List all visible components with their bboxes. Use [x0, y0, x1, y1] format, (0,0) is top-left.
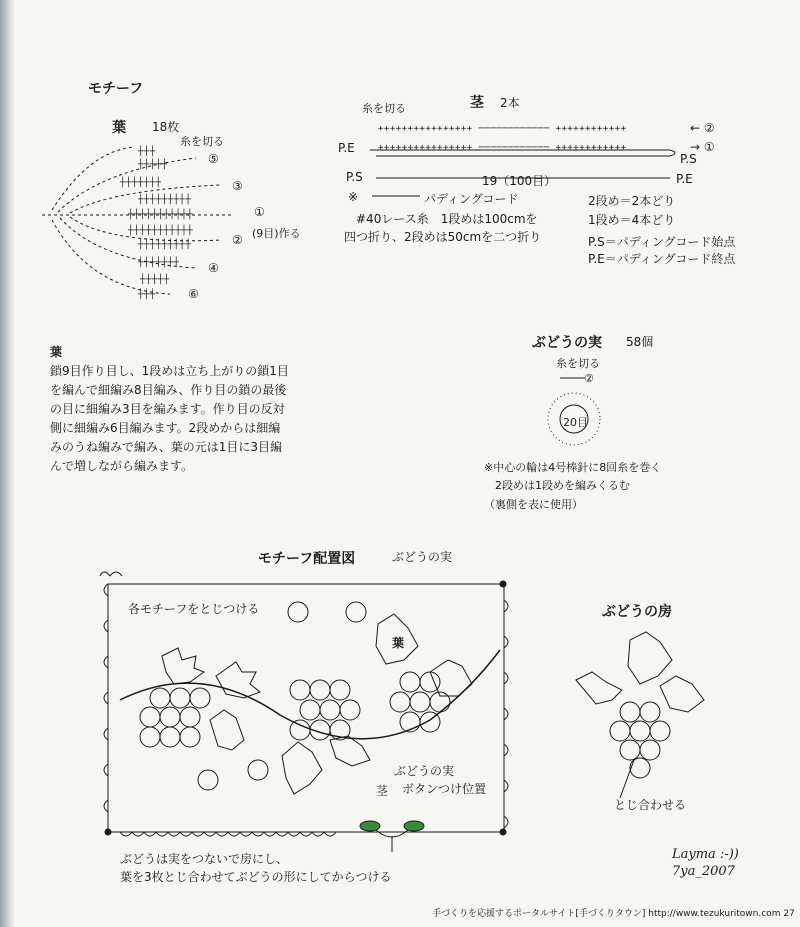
layout-frame — [100, 572, 508, 836]
leaf-row: ┼┼┼┼┼ — [138, 160, 168, 170]
stem-row-2-stitches: ++++++++++++++++ ──────────── ++++++++++++ — [378, 124, 627, 134]
layout-bottom-note: 葉を3枚とじ合わせてぶどうの形にしてからつける — [120, 870, 392, 884]
leaf-cut-yarn: 糸を切る — [180, 135, 224, 148]
row-5-marker: ⑤ — [208, 152, 219, 166]
leaf-row: ┼┼┼┼┼┼┼┼┼ — [138, 240, 192, 250]
signature-line-2: 7ya_2007 — [672, 864, 735, 879]
leaf-text-line: を編んで細編み8目編み、作り目の鎖の最後 — [50, 383, 287, 397]
leaf-count: 18枚 — [152, 120, 180, 134]
button-position-label: ボタンつけ位置 — [402, 782, 487, 796]
berry-cut-yarn: 糸を切る — [556, 357, 600, 370]
motif-title: モチーフ — [88, 81, 144, 97]
leaf-text-line: んで増しながら編みます。 — [50, 459, 194, 473]
cluster-diagram — [576, 632, 704, 798]
leaf-text-line: の目に細編み3目を編みます。作り目の反対 — [50, 402, 285, 416]
leaf-text-heading: 葉 — [50, 345, 63, 359]
row-2-marker: ② — [232, 233, 243, 247]
layout-leaf-label: 葉 — [392, 636, 405, 650]
stem-chart-lines — [370, 150, 675, 196]
leaf-row: ┼┼┼┼┼┼┼┼┼┼┼ — [128, 226, 194, 236]
berry-count: 58個 — [626, 335, 654, 349]
berry-center-label: 20目 — [563, 416, 588, 429]
leaf-row: ┼┼┼┼┼┼┼┼┼ — [138, 195, 192, 205]
stem-row-2-marker: ← ② — [690, 121, 715, 135]
berry-row-2-marker: ② — [584, 372, 594, 385]
berry-note: （裏側を表に使用） — [484, 498, 583, 511]
berry-note: ※中心の輪は4号棒針に8回糸を巻く — [484, 461, 662, 474]
vine-stem — [120, 683, 430, 739]
padding-cord-label: パディングコード — [424, 192, 519, 206]
berry-note: 2段めは1段めを編みくるむ — [495, 479, 630, 492]
layout-berry-label: ぶどうの実 — [392, 550, 453, 564]
grape-cluster-middle — [290, 680, 360, 740]
layout-bottom-note: ぶどうは実をつないで房にし、 — [120, 852, 289, 866]
leaf-label: 葉 — [112, 120, 126, 136]
berry-title: ぶどうの実 — [532, 335, 602, 351]
button-markers — [360, 821, 424, 852]
stem-note-line: 四つ折り、2段めは50cmを二つ折り — [344, 230, 542, 244]
leaf-chart-lines — [42, 147, 232, 294]
row-6-marker: ⑥ — [188, 287, 199, 301]
berry-diagram — [548, 378, 600, 445]
stem-ps-right: P.S — [680, 152, 697, 166]
stem-count: 2本 — [500, 96, 520, 110]
stem-row-1-marker: → ① — [690, 140, 715, 154]
layout-join-label: 各モチーフをとじつける — [128, 602, 260, 616]
stem-legend-item: 1段め＝4本どり — [588, 213, 676, 227]
leaf-row: ┼┼┼┼┼┼┼ — [120, 178, 162, 188]
stem-legend-item: 2段め＝2本どり — [588, 194, 676, 208]
signature-line-1: Layma :-)) — [672, 847, 739, 862]
leaf-text-line: 側に細編み6目編みます。2段めからは細編 — [50, 421, 281, 435]
stem-pe-left: P.E — [338, 141, 355, 155]
cluster-title: ぶどうの房 — [602, 604, 672, 620]
stem-pe-right: P.E — [676, 172, 693, 186]
stem-legend-item: P.E＝パディングコード終点 — [588, 252, 736, 266]
leaf-row: ┼┼┼┼┼┼┼ — [138, 258, 180, 268]
stem-length: 19（100目） — [482, 174, 557, 188]
grape-cluster-left — [140, 688, 210, 747]
row-1-marker: ① — [254, 205, 265, 219]
layout-title: モチーフ配置図 — [258, 551, 356, 567]
layout-berry-label-2: ぶどうの実 — [394, 764, 455, 778]
leaf-row: ┼┼┼ — [138, 290, 156, 300]
row-4-marker: ④ — [208, 261, 219, 275]
cluster-sew-label: とじ合わせる — [614, 798, 687, 812]
row-3-marker: ③ — [232, 179, 243, 193]
loose-berries — [198, 602, 366, 790]
leaf-row: ┼┼┼┼┼┼┼┼┼┼┼ — [128, 210, 194, 220]
stem-note-mark: ※ — [348, 190, 359, 204]
leaf-row: ┼┼┼┼┼ — [140, 275, 170, 285]
grape-cluster-right — [390, 672, 450, 732]
stem-note-line: #40レース糸 1段めは100cmを — [356, 212, 538, 226]
layout-stem-label: 茎 — [376, 784, 389, 798]
stem-legend-item: P.S＝パディングコード始点 — [588, 235, 736, 249]
stem-row-1-stitches: ++++++++++++++++ ──────────── ++++++++++++ — [378, 143, 627, 153]
stem-title: 茎 — [470, 95, 484, 111]
stem-ps-left: P.S — [346, 170, 363, 184]
leaf-row: ┼┼┼ — [138, 147, 156, 157]
stem-cut-yarn: 糸を切る — [362, 102, 406, 115]
leaf-text-line: みのうね編みで編み、葉の元は1目に3目編 — [50, 440, 282, 454]
page-footer: 手づくりを応援するポータルサイト[手づくりタウン] http://www.tezukuritown.com 27 — [432, 909, 795, 919]
leaf-text-line: 鎖9目作り目し、1段めは立ち上がりの鎖1目 — [50, 364, 289, 378]
chain-note: (9目)作る — [252, 227, 301, 240]
